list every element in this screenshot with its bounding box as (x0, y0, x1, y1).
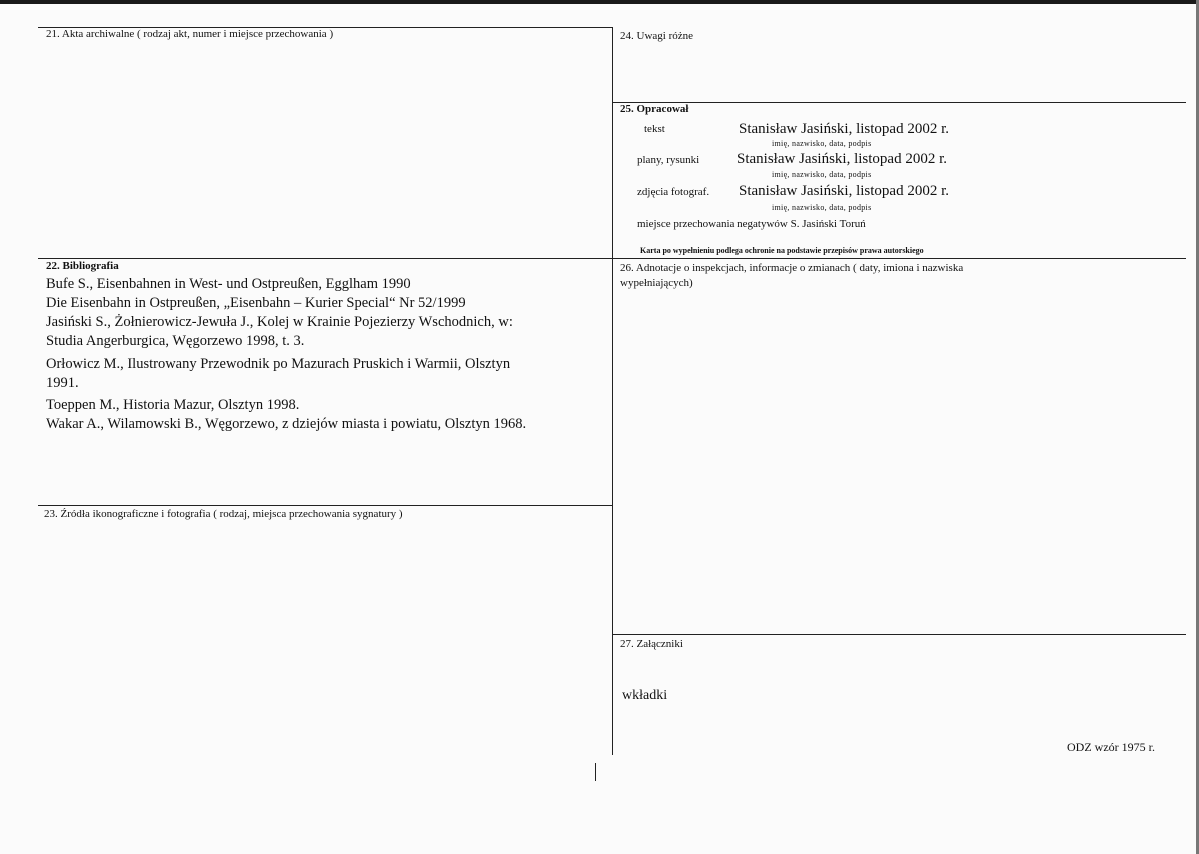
bibliography-entry: Studia Angerburgica, Węgorzewo 1998, t. 3. (46, 333, 305, 349)
divider-24-25 (613, 102, 1186, 103)
section-26-title: 26. Adnotacje o inspekcjach, informacje o zmianach ( daty, imiona i nazwiska (620, 262, 964, 274)
prepared-role-plans: plany, rysunki (637, 154, 700, 166)
fold-mark (595, 763, 596, 781)
section-24-title: 24. Uwagi różne (620, 30, 694, 42)
prepared-caption-text: imię, nazwisko, data, podpis (772, 139, 872, 148)
prepared-value-text: Stanisław Jasiński, listopad 2002 r. (739, 121, 949, 137)
divider-mid (38, 258, 1186, 259)
section-25-title: 25. Opracował (620, 103, 689, 115)
prepared-value-photos: Stanisław Jasiński, listopad 2002 r. (739, 183, 949, 199)
prepared-role-photos: zdjęcia fotograf. (637, 186, 710, 198)
bibliography-entry: 1991. (46, 375, 79, 391)
prepared-caption-photos: imię, nazwisko, data, podpis (772, 203, 872, 212)
bibliography-entry: Wakar A., Wilamowski B., Węgorzewo, z dziejów miasta i powiatu, Olsztyn 1968. (46, 416, 527, 432)
section-26-title-cont: wypełniających) (620, 277, 693, 289)
attachments-value: wkładki (622, 688, 668, 703)
bibliography-entry: Orłowicz M., Ilustrowany Przewodnik po Mazurach Pruskich i Warmii, Olsztyn (46, 356, 511, 372)
prepared-value-plans: Stanisław Jasiński, listopad 2002 r. (737, 151, 947, 167)
bibliography-entry: Die Eisenbahn in Ostpreußen, „Eisenbahn – Kurier Special“ Nr 52/1999 (46, 295, 466, 311)
divider-22-23 (38, 505, 613, 506)
negatives-storage: miejsce przechowania negatywów S. Jasiński Toruń (637, 218, 866, 230)
prepared-caption-plans: imię, nazwisko, data, podpis (772, 170, 872, 179)
divider-26-27 (613, 634, 1186, 635)
section-22-title: 22. Bibliografia (46, 260, 119, 272)
center-divider (612, 27, 613, 755)
bibliography-entry: Bufe S., Eisenbahnen in West- und Ostpreußen, Egglham 1990 (46, 276, 411, 292)
bibliography-entry: Jasiński S., Żołnierowicz-Jewuła J., Kolej w Krainie Pojezierzy Wschodnich, w: (46, 314, 513, 330)
form-version: ODZ wzór 1975 r. (1067, 740, 1155, 754)
scan-edge-top (0, 0, 1199, 4)
section-27-title: 27. Załączniki (620, 638, 683, 650)
section-23-title: 23. Źródła ikonograficzne i fotografia ( rodzaj, miejsca przechowania sygnatury ) (44, 508, 403, 520)
section-21-title: 21. Akta archiwalne ( rodzaj akt, numer i miejsce przechowania ) (46, 28, 334, 40)
prepared-role-text: tekst (644, 123, 665, 135)
bibliography-entry: Toeppen M., Historia Mazur, Olsztyn 1998. (46, 397, 300, 413)
copyright-notice: Karta po wypełnieniu podlega ochronie na podstawie przepisów prawa autorskiego (640, 246, 924, 255)
